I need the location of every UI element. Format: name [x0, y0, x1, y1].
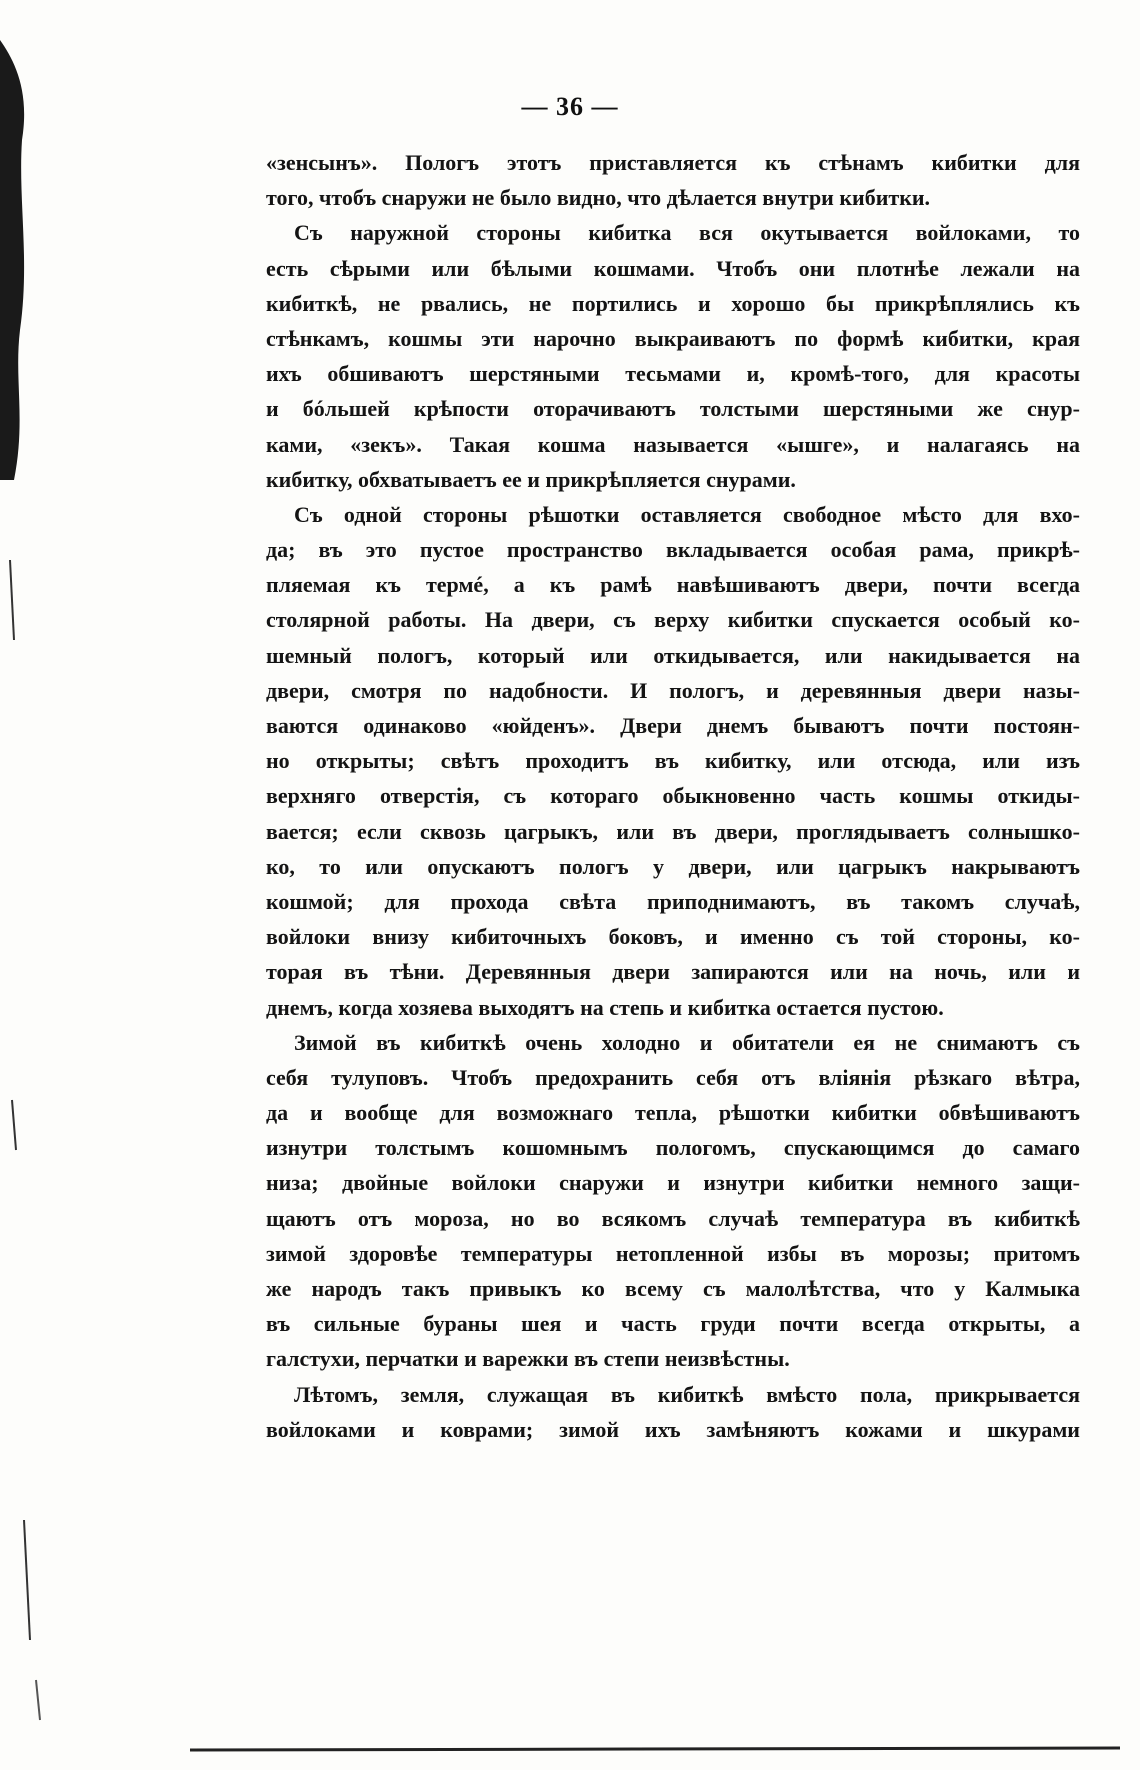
text-line: есть сѣрыми или бѣлыми кошмами. Чтобъ они плотнѣе лежали на: [266, 255, 1080, 281]
text-line: ихъ обшиваютъ шерстяными тесьмами и, кромѣ-того, для красоты: [266, 361, 1080, 387]
paragraph-3: [266, 497, 1080, 1025]
text-line: пляемая къ термé, а къ рамѣ навѣшиваютъ двери, почти всегда: [266, 572, 1080, 598]
text-line: войлоки внизу кибиточныхъ боковъ, и именно съ той стороны, ко-: [266, 924, 1080, 950]
text-line: же народъ такъ привыкъ ко всему съ малолѣтства, что у Калмыка: [266, 1276, 1080, 1301]
text-line: Съ одной стороны рѣшотки оставляется свободное мѣсто для вхо-: [294, 501, 1080, 527]
text-line: двери, смотря по надобности. И пологъ, и деревянныя двери назы-: [266, 677, 1080, 703]
paragraph-5: [266, 1377, 1080, 1447]
scan-bottom-edge-artifact: [190, 1742, 1120, 1756]
text-line: торая въ тѣни. Деревянныя двери запираются или на ночь, или и: [266, 959, 1080, 985]
text-line: изнутри толстымъ кошомнымъ пологомъ, спускающимся до самаго: [266, 1135, 1080, 1161]
text-line: стѣнкамъ, кошмы эти нарочно выкраиваютъ по формѣ кибитки, края: [266, 325, 1080, 351]
paragraph-2: [266, 215, 1080, 497]
text-line: кибиткѣ, не рвались, не портились и хорошо бы прикрѣплялись къ: [266, 290, 1080, 316]
paragraph-1: [266, 145, 1080, 215]
text-line: Зимой въ кибиткѣ очень холодно и обитатели ея не снимаютъ съ: [294, 1029, 1080, 1055]
text-line: Лѣтомъ, земля, служащая въ кибиткѣ вмѣсто пола, прикрывается: [294, 1381, 1080, 1407]
text-line: въ сильные бураны шея и часть груди почти всегда открыты, а: [266, 1311, 1080, 1337]
text-line: верхняго отверстія, съ котораго обыкновенно часть кошмы откиды-: [266, 783, 1080, 809]
text-line: днемъ, когда хозяева выходятъ на степь и кибитка остается пустою.: [266, 994, 944, 1020]
text-line: и бóльшей крѣпости оторачиваютъ толстыми шерстяными же снур-: [266, 396, 1080, 422]
text-line: кибитку, обхватываетъ ее и прикрѣпляется снурами.: [266, 466, 796, 492]
scan-margin-artifact: [0, 0, 80, 1770]
text-line: галстухи, перчатки и варежки въ степи неизвѣстны.: [266, 1346, 790, 1372]
text-line: низа; двойные войлоки снаружи и изнутри кибитки немного защи-: [266, 1170, 1080, 1196]
text-line: но открыты; свѣтъ проходитъ въ кибитку, или отсюда, или изъ: [266, 748, 1080, 774]
paragraph-4: [266, 1025, 1080, 1377]
text-line: ко, то или опускаютъ пологъ у двери, или цагрыкъ накрываютъ: [266, 853, 1080, 879]
page-number: — 36 —: [521, 92, 619, 121]
text-line: вается; если сквозь цагрыкъ, или въ двери, проглядываетъ солнышко-: [266, 818, 1080, 844]
text-line: шемный пологъ, который или откидывается, или накидывается на: [266, 642, 1080, 668]
text-line: щаютъ отъ мороза, но во всякомъ случаѣ температура въ кибиткѣ: [266, 1205, 1080, 1231]
text-line: войлоками и коврами; зимой ихъ замѣняютъ кожами и шкурами: [266, 1416, 1080, 1442]
text-line: себя тулуповъ. Чтобъ предохранить себя отъ вліянія рѣзкаго вѣтра,: [266, 1064, 1080, 1090]
text-line: столярной работы. На двери, съ верху кибитки спускается особый ко-: [266, 607, 1080, 633]
text-line: ваются одинаково «юйденъ». Двери днемъ бываютъ почти постоян-: [266, 713, 1080, 738]
text-line: да и вообще для возможнаго тепла, рѣшотки кибитки обвѣшиваютъ: [266, 1100, 1080, 1126]
body-text: [266, 145, 1080, 1447]
text-line: «зенсынъ». Пологъ этотъ приставляется къ стѣнамъ кибитки для: [266, 150, 1080, 175]
text-line: ками, «зекъ». Такая кошма называется «ышге», и налагаясь на: [266, 431, 1080, 457]
text-line: да; въ это пустое пространство вкладывается особая рама, прикрѣ-: [266, 537, 1080, 563]
text-line: того, чтобъ снаружи не было видно, что дѣлается внутри кибитки.: [266, 185, 931, 211]
text-line: кошмой; для прохода свѣта приподнимаютъ, въ такомъ случаѣ,: [266, 888, 1080, 914]
text-line: зимой здоровѣе температуры нетопленной избы въ морозы; притомъ: [266, 1240, 1080, 1266]
text-line: Съ наружной стороны кибитка вся окутывается войлоками, то: [294, 220, 1080, 246]
